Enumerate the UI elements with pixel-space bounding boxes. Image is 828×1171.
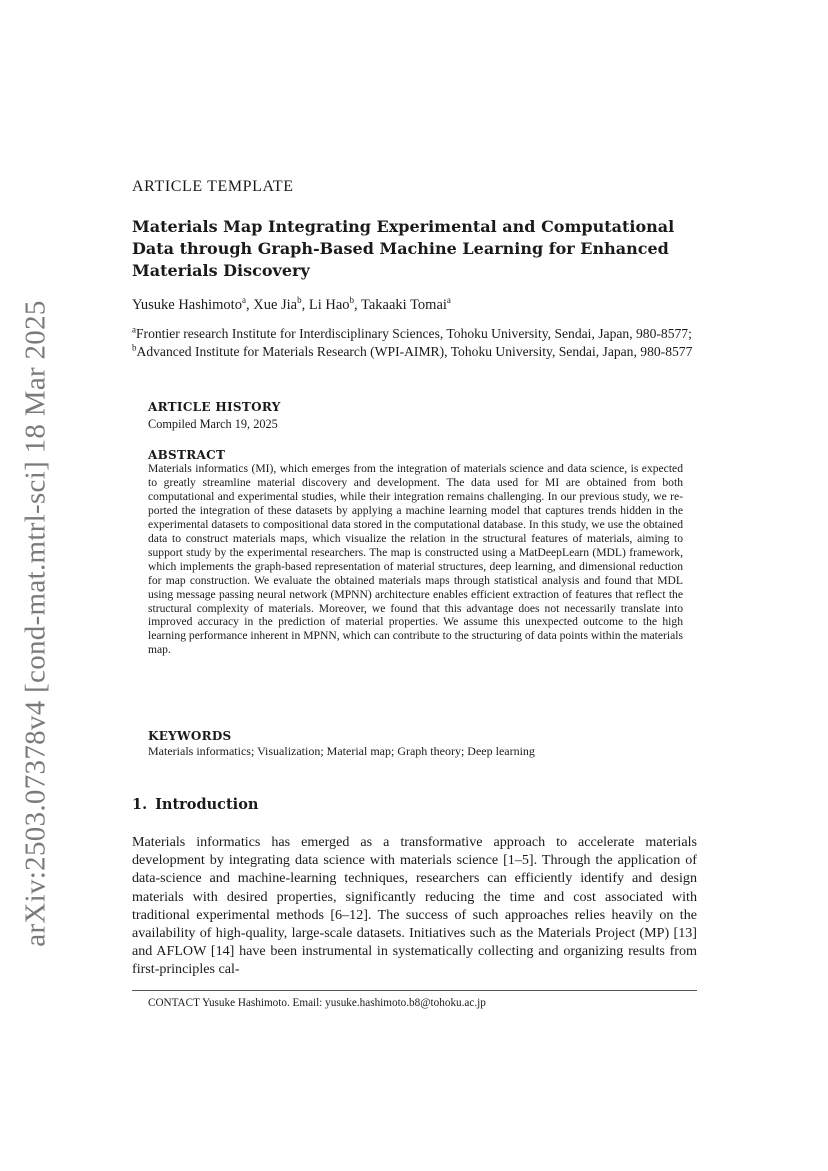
compiled-date: Compiled March 19, 2025 bbox=[148, 417, 278, 431]
abstract-heading: ABSTRACT bbox=[148, 448, 226, 462]
affiliation-b: Advanced Institute for Materials Research (WPI-AIMR), Tohoku University, Sendai, Japan, 980-8577 bbox=[136, 343, 693, 359]
author-name: Yusuke Hashimoto bbox=[132, 297, 242, 313]
abstract-text: Materials informatics (MI), which emerges from the integration of materials science and data science, is expected to greatly streamline material discovery and development. The data used for MI are obtained from both computational and experimental studies, while their integration remains challenging. In our previous study, we reported the integration of these datasets by applying a machine learning model that captures trends hidden in the experimental datasets to compositional data stored in the computational database. In this study, we use the obtained data to construct materials maps, which visualize the relation in the structural features of materials, aiming to support study by the experimental researchers. The map is constructed using a MatDeepLearn (MDL) framework, which implements the graph-based representation of material structures, deep learning, and dimensional reduction for map construction. We evaluate the obtained materials maps through statistical analysis and found that MDL using message passing neural network (MPNN) architecture enables efficient extraction of features that reflect the structural complexity of materials. Moreover, we found that this advantage does not necessarily translate into improved accuracy in the prediction of material properties. We assume this unexpected outcome to the high learning performance inherent in MPNN, which can contribute to the structuring of data points within the materials map. bbox=[148, 462, 683, 657]
author-name: Xue Jia bbox=[253, 297, 298, 313]
author-list bbox=[132, 297, 702, 314]
author-separator: , bbox=[301, 297, 309, 313]
section-number: 1. bbox=[132, 796, 148, 813]
footnote-divider bbox=[132, 990, 697, 991]
author-affiliation-mark: b bbox=[297, 295, 302, 306]
contact-footnote: CONTACT Yusuke Hashimoto. Email: yusuke.hashimoto.b8@tohoku.ac.jp bbox=[148, 997, 486, 1009]
affiliations bbox=[132, 325, 702, 360]
article-history-heading: ARTICLE HISTORY bbox=[148, 400, 281, 414]
affiliation-mark-b: b bbox=[132, 341, 137, 352]
introduction-paragraph: Materials informatics has emerged as a transformative approach to accelerate materials development by integrating data science with materials science [1–5]. Through the application of data-science and machine-learning techniques, researchers can efficiently identify and design materials with desired properties, significantly reducing the time and cost associated with traditional experimental methods [6–12]. The success of such approaches relies heavily on the availability of high-quality, large-scale datasets. Initiatives such as the Materials Project (MP) [13] and AFLOW [14] have been instrumental in systematically collecting and organizing results from first-principles cal- bbox=[132, 834, 697, 978]
keywords-list: Materials informatics; Visualization; Material map; Graph theory; Deep learning bbox=[148, 744, 535, 758]
author-affiliation-mark: a bbox=[241, 295, 246, 306]
affiliation-mark-a: a bbox=[132, 324, 136, 335]
author-separator: , bbox=[245, 297, 254, 313]
arxiv-identifier-text: arXiv:2503.07378v4 [cond-mat.mtrl-sci] 18 Mar 2025 bbox=[19, 299, 52, 947]
paper-title: Materials Map Integrating Experimental and Computational Data through Graph-Based Machine Learning for Enhanced Materials Discovery bbox=[132, 217, 675, 280]
affiliation-a: Frontier research Institute for Interdisciplinary Sciences, Tohoku University, Sendai, Japan, 980-8577; bbox=[136, 326, 692, 341]
author-separator: , bbox=[354, 297, 362, 313]
author-affiliation-mark: a bbox=[446, 295, 451, 306]
author-affiliation-mark: b bbox=[349, 295, 355, 306]
arxiv-identifier-stamp bbox=[14, 299, 58, 947]
author-name: Li Hao bbox=[308, 297, 350, 313]
author-name: Takaaki Tomai bbox=[361, 297, 447, 313]
section-heading-introduction bbox=[132, 796, 258, 813]
keywords-heading: KEYWORDS bbox=[148, 729, 232, 743]
section-title: Introduction bbox=[155, 796, 259, 813]
article-template-label: ARTICLE TEMPLATE bbox=[132, 178, 294, 195]
